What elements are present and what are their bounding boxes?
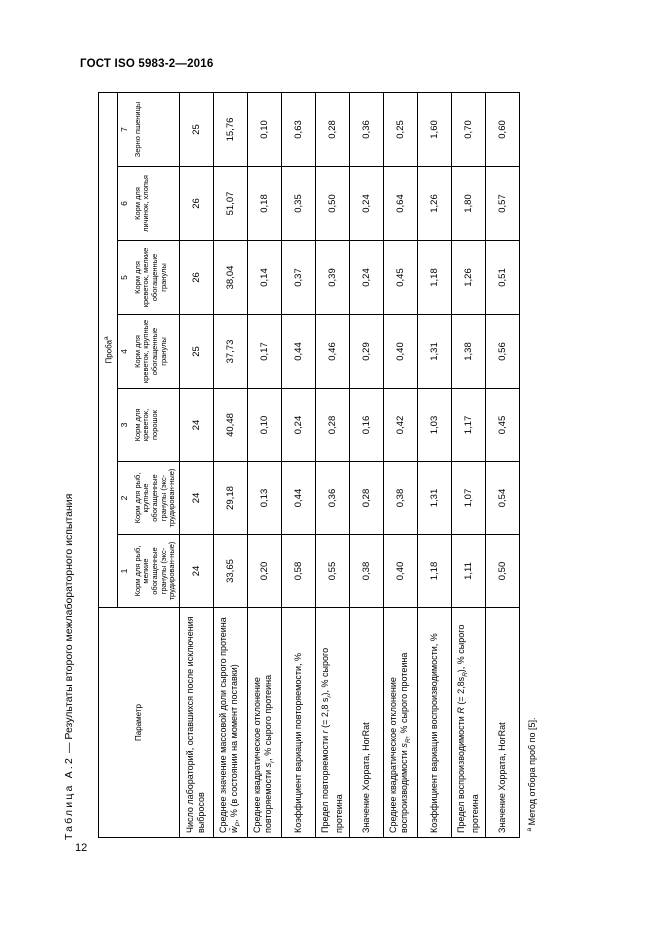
value-cell: 0,35 <box>281 167 315 241</box>
table-row <box>179 92 213 837</box>
results-table <box>98 92 556 838</box>
value-cell: 0,38 <box>383 462 417 535</box>
value-cell: 1,07 <box>451 462 485 535</box>
value-cell: 0,64 <box>383 167 417 241</box>
value-cell: 1,38 <box>451 315 485 389</box>
value-cell: 0,40 <box>383 535 417 608</box>
value-cell: 0,25 <box>383 92 417 166</box>
value-cell: 0,38 <box>349 535 383 608</box>
value-cell: 0,20 <box>247 535 281 608</box>
value-cell: 1,31 <box>417 315 451 389</box>
value-cell: 0,24 <box>281 389 315 462</box>
table-caption-text: — Результаты второго межлабораторного испытания <box>63 493 75 756</box>
value-cell: 0,24 <box>349 241 383 315</box>
table-caption <box>63 494 75 840</box>
table-row <box>417 92 451 837</box>
value-cell: 0,51 <box>485 241 519 315</box>
value-cell: 0,40 <box>383 315 417 389</box>
sample-header-3 <box>118 389 180 462</box>
parameter-cell: Число лабораторий, оставшихся после исключения выбросов <box>179 608 213 838</box>
value-cell: 0,29 <box>349 315 383 389</box>
value-cell: 0,55 <box>315 535 349 608</box>
table-row <box>451 92 485 837</box>
value-cell: 25 <box>179 92 213 166</box>
value-cell: 0,28 <box>315 92 349 166</box>
value-cell: 0,14 <box>247 241 281 315</box>
table-row <box>213 92 247 837</box>
value-cell: 1,60 <box>417 92 451 166</box>
table-row <box>315 92 349 837</box>
value-cell: 0,54 <box>485 462 519 535</box>
parameter-cell: Коэффициент вариации повторяемости, % <box>281 608 315 838</box>
value-cell: 0,50 <box>485 535 519 608</box>
parameter-cell: Среднее квадратическое отклонение повторяемости $s_r$, % сырого протеина <box>247 608 281 838</box>
sample-number: 2 <box>119 495 129 501</box>
value-cell: 0,28 <box>349 462 383 535</box>
parameter-cell: Значение Хоррата, HorRat <box>485 608 519 838</box>
sample-header-7 <box>118 92 180 166</box>
sample-group-header: Проба$^а$ <box>99 92 118 607</box>
value-cell: 0,10 <box>247 92 281 166</box>
value-cell: 0,46 <box>315 315 349 389</box>
value-cell: 0,24 <box>349 167 383 241</box>
value-cell: 0,37 <box>281 241 315 315</box>
value-cell: 0,17 <box>247 315 281 389</box>
value-cell: 1,26 <box>417 167 451 241</box>
value-cell: 1,17 <box>451 389 485 462</box>
document-header: ГОСТ ISO 5983-2—2016 <box>80 58 214 70</box>
table-row <box>281 92 315 837</box>
value-cell: 40,48 <box>213 389 247 462</box>
value-cell: 0,45 <box>485 389 519 462</box>
parameter-cell: Предел воспроизводимости R (= $2,8s_R$), % сырого протеина <box>451 608 485 838</box>
value-cell: 1,11 <box>451 535 485 608</box>
sample-name: Корм для креветок, порошок <box>132 408 160 442</box>
value-cell: 0,18 <box>247 167 281 241</box>
table-header-row-1 <box>99 92 118 837</box>
value-cell: 0,13 <box>247 462 281 535</box>
footnote-row <box>519 92 556 837</box>
parameter-cell: Коэффициент вариации воспроизводимости, % <box>417 608 451 838</box>
value-cell: 37,73 <box>213 315 247 389</box>
value-cell: 0,28 <box>315 389 349 462</box>
value-cell: 38,04 <box>213 241 247 315</box>
sample-number: 5 <box>119 275 129 280</box>
table-row <box>349 92 383 837</box>
sample-header-4 <box>118 315 180 389</box>
sample-name: Корм для креветок, крупные обогащенные гранулы <box>132 319 168 384</box>
value-cell: 1,18 <box>417 241 451 315</box>
value-cell: 1,18 <box>417 535 451 608</box>
value-cell: 0,16 <box>349 389 383 462</box>
value-cell: 24 <box>179 535 213 608</box>
param-column-header: Параметр <box>99 608 180 838</box>
value-cell: 0,58 <box>281 535 315 608</box>
sample-number: 7 <box>119 127 129 132</box>
parameter-cell: Среднее квадратическое отклонение воспроизводимости $s_R$, % сырого протеина <box>383 608 417 838</box>
sample-name: Корм для рыб, крупные обогащенные гранулы (экс-трудирован-ные) <box>132 468 177 528</box>
sample-header-1 <box>118 535 180 608</box>
sample-number: 3 <box>119 422 129 428</box>
value-cell: 0,50 <box>315 167 349 241</box>
value-cell: 29,18 <box>213 462 247 535</box>
page-number: 12 <box>75 842 88 854</box>
value-cell: 24 <box>179 462 213 535</box>
value-cell: 1,03 <box>417 389 451 462</box>
table-caption-label: Таблица А.2 <box>63 755 75 840</box>
sample-number: 4 <box>119 349 129 354</box>
sample-header-5 <box>118 241 180 315</box>
parameter-cell: Предел повторяемости r (= 2,8 $s_r$), % сырого протеина <box>315 608 349 838</box>
table-footnote: $^а$ Метод отбора проб по [5]. <box>519 92 556 837</box>
value-cell: 51,07 <box>213 167 247 241</box>
value-cell: 0,63 <box>281 92 315 166</box>
value-cell: 0,70 <box>451 92 485 166</box>
sample-number: 1 <box>119 568 129 574</box>
value-cell: 0,56 <box>485 315 519 389</box>
value-cell: 0,10 <box>247 389 281 462</box>
value-cell: 15,76 <box>213 92 247 166</box>
sample-name: Корм для личинок, хлопья <box>132 175 151 232</box>
value-cell: 0,36 <box>315 462 349 535</box>
sample-header-6 <box>118 167 180 241</box>
table-body <box>179 92 519 837</box>
value-cell: 26 <box>179 241 213 315</box>
sample-name: Зерно пшеницы <box>132 101 142 158</box>
parameter-cell: Среднее значение массовой доли сырого протеина $w̄_P$, % (в состоянии на момент поставки) <box>213 608 247 838</box>
value-cell: 0,42 <box>383 389 417 462</box>
value-cell: 24 <box>179 389 213 462</box>
sample-name: Корм для рыб, мелкие обогащенные гранулы (экс-трудирован-ные) <box>132 541 177 601</box>
value-cell: 1,26 <box>451 241 485 315</box>
value-cell: 25 <box>179 315 213 389</box>
value-cell: 0,44 <box>281 315 315 389</box>
table-row <box>485 92 519 837</box>
value-cell: 0,44 <box>281 462 315 535</box>
table-row <box>383 92 417 837</box>
value-cell: 0,57 <box>485 167 519 241</box>
value-cell: 1,31 <box>417 462 451 535</box>
table-row <box>247 92 281 837</box>
value-cell: 1,80 <box>451 167 485 241</box>
value-cell: 26 <box>179 167 213 241</box>
sample-number: 6 <box>119 201 129 206</box>
value-cell: 0,36 <box>349 92 383 166</box>
value-cell: 0,60 <box>485 92 519 166</box>
value-cell: 33,65 <box>213 535 247 608</box>
parameter-cell: Значение Хоррата, HorRat <box>349 608 383 838</box>
sample-name: Корм для креветок, мелкие обогащенные гранулы <box>132 247 168 308</box>
value-cell: 0,45 <box>383 241 417 315</box>
value-cell: 0,39 <box>315 241 349 315</box>
rotated-table-container <box>98 93 583 838</box>
sample-header-2 <box>118 462 180 535</box>
